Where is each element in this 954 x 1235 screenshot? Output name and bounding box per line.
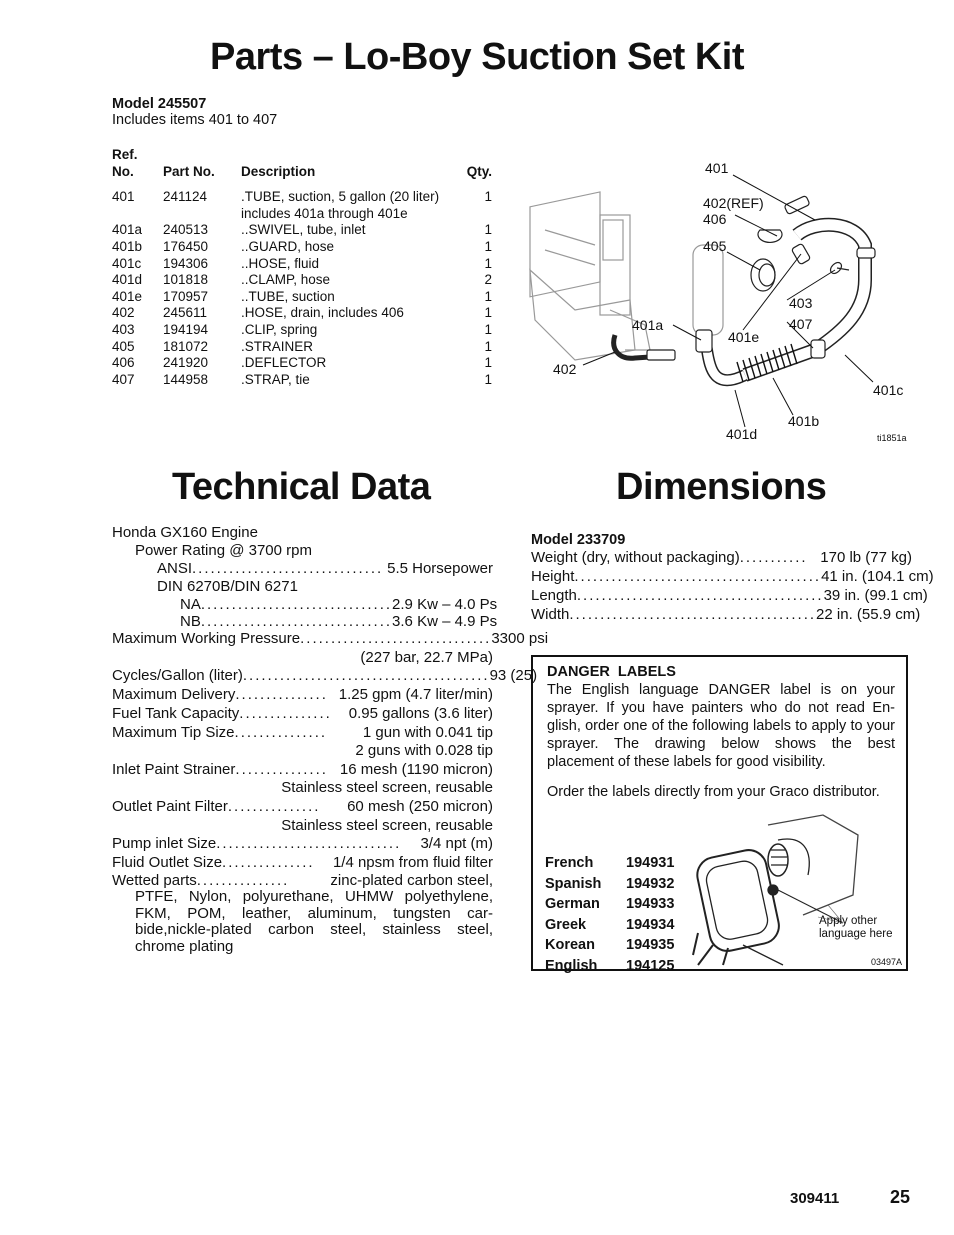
suction-kit-diagram [515,150,925,450]
language-name: French [545,855,594,871]
parts-cell-ref: 401d [112,272,143,288]
parts-cell-desc: ..SWIVEL, tube, inlet [241,222,366,238]
parts-cell-part: 241124 [163,189,208,205]
td-mwp-value: 3300 psi [491,630,549,647]
dim-length-value: 39 in. (99.1 cm) [823,587,928,604]
td-wetted: Wetted parts ............... zinc-plated carbon steel, [112,872,493,889]
kit-includes: Includes items 401 to 407 [112,112,278,128]
td-outlet-2: Stainless steel screen, reusable [281,817,493,834]
parts-cell-qty: 1 [484,255,492,271]
table-row [112,239,492,256]
parts-cell-ref: 401 [112,189,135,205]
technical-data-title: Technical Data [172,466,431,508]
parts-header-row-top [112,147,492,164]
parts-cell-qty: 1 [484,189,492,205]
language-part-number: 194932 [626,875,675,892]
td-cycles-label: Cycles/Gallon (liter) [112,667,243,684]
danger-labels-box [531,655,908,974]
td-inlet: Inlet Paint Strainer ............... 16 mesh (1190 micron) [112,761,493,778]
language-part-number: 194933 [626,896,675,912]
td-wetted-label: Wetted parts [112,872,197,889]
header-part: Part No. [163,163,215,179]
parts-cell-qty: 1 [484,371,492,387]
td-outlet: Outlet Paint Filter ............... 60 mesh (250 micron) [112,798,493,815]
header-qty: Qty. [466,163,492,179]
td-cycles-value: 93 (25) [489,667,538,684]
td-inlet-value: 16 mesh (1190 micron) [339,761,493,778]
td-mwp: Maximum Working Pressure ............................... 3300 psi [112,630,549,647]
parts-cell-part: 240513 [163,222,209,238]
table-row [112,372,492,389]
label-403: 403 [789,295,813,311]
label-407: 407 [789,316,813,332]
td-fluid-label: Fluid Outlet Size [112,854,223,871]
apply-callout-line1: Apply other [819,915,878,927]
parts-header-row [112,164,492,181]
td-pump: Pump inlet Size .............................. 3/4 npt (m) [112,835,493,852]
label-placement-drawing [683,805,908,965]
header-ref: No. [112,163,134,179]
td-din: DIN 6270B/DIN 6271 [157,578,298,595]
td-mwp-metric: (227 bar, 22.7 MPa) [360,649,493,666]
td-tip: Maximum Tip Size ............... 1 gun with 0.041 tip [112,724,493,741]
td-delivery-value: 1.25 gpm (4.7 liter/min) [338,686,493,703]
dim-width-value: 22 in. (55.9 cm) [816,606,921,623]
parts-cell-ref: 402 [112,305,135,321]
table-row [112,305,492,322]
td-inlet-2: Stainless steel screen, reusable [281,779,493,796]
td-tip-label: Maximum Tip Size [112,724,235,741]
label-405: 405 [703,238,727,254]
td-outlet-value: 60 mesh (250 micron) [347,798,493,815]
danger-figure-id: 03497A [871,957,903,967]
parts-cell-part: 181072 [163,338,209,354]
dim-height-value: 41 in. (104.1 cm) [821,568,934,585]
parts-cell-part: 241920 [163,355,209,371]
danger-order-note: Order the labels directly from your Graco distributor. [547,784,880,800]
td-ansi-label: ANSI [157,560,193,577]
parts-cell-qty: 1 [484,338,492,354]
td-delivery: Maximum Delivery ............... 1.25 gpm (4.7 liter/min) [112,686,493,703]
td-pump-value: 3/4 npt (m) [420,835,493,852]
footer-doc-number: 309411 [790,1190,840,1207]
language-part-number: 194934 [626,916,675,933]
language-row [545,936,674,955]
figure-id: ti1851a [877,433,907,443]
table-row [112,289,492,306]
td-engine: Honda GX160 Engine [112,524,258,541]
dim-width: Width ........................................ 22 in. (55.9 cm) [531,606,921,623]
td-fluid-value: 1/4 npsm from fluid filter [332,854,493,871]
parts-cell-desc: includes 401a through 401e [241,205,408,221]
td-delivery-label: Maximum Delivery [112,686,236,703]
header-ref-top: Ref. [112,147,138,162]
table-row [112,206,492,223]
td-nb-value: 3.6 Kw – 4.9 Ps [392,613,498,630]
table-row [112,339,492,356]
language-row [545,854,674,873]
dim-weight: Weight (dry, without packaging) ........... 170 lb (77 kg) [531,549,912,566]
parts-cell-qty: 1 [484,305,492,321]
language-row [545,875,674,894]
parts-cell-part: 194306 [163,255,209,271]
parts-cell-qty: 1 [484,238,492,254]
parts-cell-desc: .TUBE, suction, 5 gallon (20 liter) [241,189,440,205]
td-fluid: Fluid Outlet Size ............... 1/4 npsm from fluid filter [112,854,493,871]
language-list [543,852,676,977]
parts-cell-desc: .STRAP, tie [241,371,310,387]
parts-body [112,189,492,388]
language-row [545,916,674,935]
parts-cell-desc: .HOSE, drain, includes 406 [241,305,404,321]
dim-length: Length ........................................ 39 in. (99.1 cm) [531,587,928,604]
td-power-rating: Power Rating @ 3700 rpm [135,542,312,559]
label-406: 406 [703,211,727,227]
parts-table-grid [112,147,492,388]
language-part-number: 194931 [626,855,675,871]
language-name: Spanish [545,875,602,892]
parts-cell-qty: 1 [484,222,492,238]
parts-cell-qty: 1 [484,321,492,337]
label-401e: 401e [728,329,760,345]
parts-cell-desc: ..CLAMP, hose [241,272,331,288]
dim-model: Model 233709 [531,532,626,548]
td-na-value: 2.9 Kw – 4.0 Ps [392,596,498,613]
danger-heading: DANGER LABELS [547,664,676,680]
dim-height: Height ........................................ 41 in. (104.1 cm) [531,568,934,585]
dim-width-label: Width [531,606,570,623]
td-pump-label: Pump inlet Size [112,835,217,852]
parts-cell-ref: 405 [112,338,135,354]
parts-cell-ref: 401e [112,288,143,304]
td-nb: NB ............................... 3.6 Kw – 4.9 Ps [180,613,498,630]
parts-cell-ref: 403 [112,321,135,337]
td-na-label: NA [180,596,201,613]
pump-outline [530,192,723,360]
label-401: 401 [705,160,729,176]
table-row [112,272,492,289]
td-cycles: Cycles/Gallon (liter) ........................................ 93 (25) [112,667,538,684]
table-row [112,322,492,339]
parts-cell-desc: ..HOSE, fluid [241,255,320,271]
language-row [545,957,674,976]
parts-cell-desc: .DEFLECTOR [241,355,327,371]
td-ansi-value: 5.5 Horsepower [387,560,493,577]
dimensions-title: Dimensions [616,466,827,508]
td-wetted-cont: PTFE, Nylon, polyurethane, UHMW polyethylene, FKM, POM, leather, aluminum, tungsten car-bide,nickle-plated carbon steel, stainless steel, chrome plating [135,888,493,955]
parts-cell-ref: 401a [112,222,143,238]
parts-cell-part: 170957 [163,288,209,304]
parts-cell-qty [465,206,492,223]
parts-cell-part [163,206,241,223]
language-name: Greek [545,916,587,933]
dim-weight-value: 170 lb (77 kg) [820,549,912,566]
td-fuel-label: Fuel Tank Capacity [112,705,240,722]
parts-cell-part: 176450 [163,238,209,254]
language-name: German [545,896,600,912]
parts-cell-part: 194194 [163,321,209,337]
table-row [112,355,492,372]
td-ansi: ANSI ............................... 5.5 Horsepower [157,560,493,577]
td-tip-value: 1 gun with 0.041 tip [362,724,493,741]
label-401d: 401d [726,426,758,442]
td-fuel: Fuel Tank Capacity ............... 0.95 gallons (3.6 liter) [112,705,493,722]
apply-callout-line2: language here [819,928,893,940]
parts-cell-part: 144958 [163,371,209,387]
header-desc: Description [241,163,316,179]
label-402-ref: 402(REF) [703,195,764,211]
table-row [112,222,492,239]
language-row [545,895,674,914]
td-fuel-value: 0.95 gallons (3.6 liter) [348,705,493,722]
danger-paragraph: The English language DANGER label is on your sprayer. If you have painters who do not read En-glish, order one of the following labels to apply to your sprayer. The drawing below shows the best placement of these labels for good visibility. [547,682,895,770]
table-row [112,189,492,206]
language-table [543,852,676,977]
parts-cell-part: 101818 [163,272,209,288]
td-mwp-label: Maximum Working Pressure [112,630,301,647]
table-row [112,256,492,273]
parts-cell-desc: ..GUARD, hose [241,238,335,254]
dim-height-label: Height [531,568,575,585]
parts-cell-qty: 1 [484,288,492,304]
page-title: Parts – Lo-Boy Suction Set Kit [210,36,744,78]
hose-assembly [614,195,875,382]
parts-cell-ref: 406 [112,355,135,371]
language-name: English [545,957,598,974]
parts-cell-desc: ..TUBE, suction [241,288,335,304]
td-wetted-value: zinc-plated carbon steel, [330,872,493,889]
label-401b: 401b [788,413,820,429]
dim-length-label: Length [531,587,577,604]
parts-cell-ref [112,206,163,223]
td-inlet-label: Inlet Paint Strainer [112,761,236,778]
parts-cell-desc: .CLIP, spring [241,321,318,337]
language-name: Korean [545,937,595,953]
footer-page-number: 25 [890,1187,911,1207]
td-outlet-label: Outlet Paint Filter [112,798,228,815]
td-tip-2: 2 guns with 0.028 tip [355,742,493,759]
dim-weight-label: Weight (dry, without packaging) [531,549,740,566]
parts-cell-qty: 1 [484,355,492,371]
label-401c: 401c [873,382,904,398]
parts-cell-qty: 2 [484,272,492,288]
parts-cell-part: 245611 [163,305,208,321]
language-part-number: 194125 [626,957,675,974]
parts-cell-ref: 407 [112,371,135,387]
kit-model: Model 245507 [112,96,207,112]
td-na: NA ............................... 2.9 Kw – 4.0 Ps [180,596,498,613]
td-nb-label: NB [180,613,201,630]
parts-cell-ref: 401b [112,238,143,254]
label-402: 402 [553,361,577,377]
parts-cell-ref: 401c [112,255,142,271]
language-part-number: 194935 [626,937,675,953]
parts-cell-desc: .STRAINER [241,338,314,354]
parts-table [112,147,492,388]
label-401a: 401a [632,317,664,333]
